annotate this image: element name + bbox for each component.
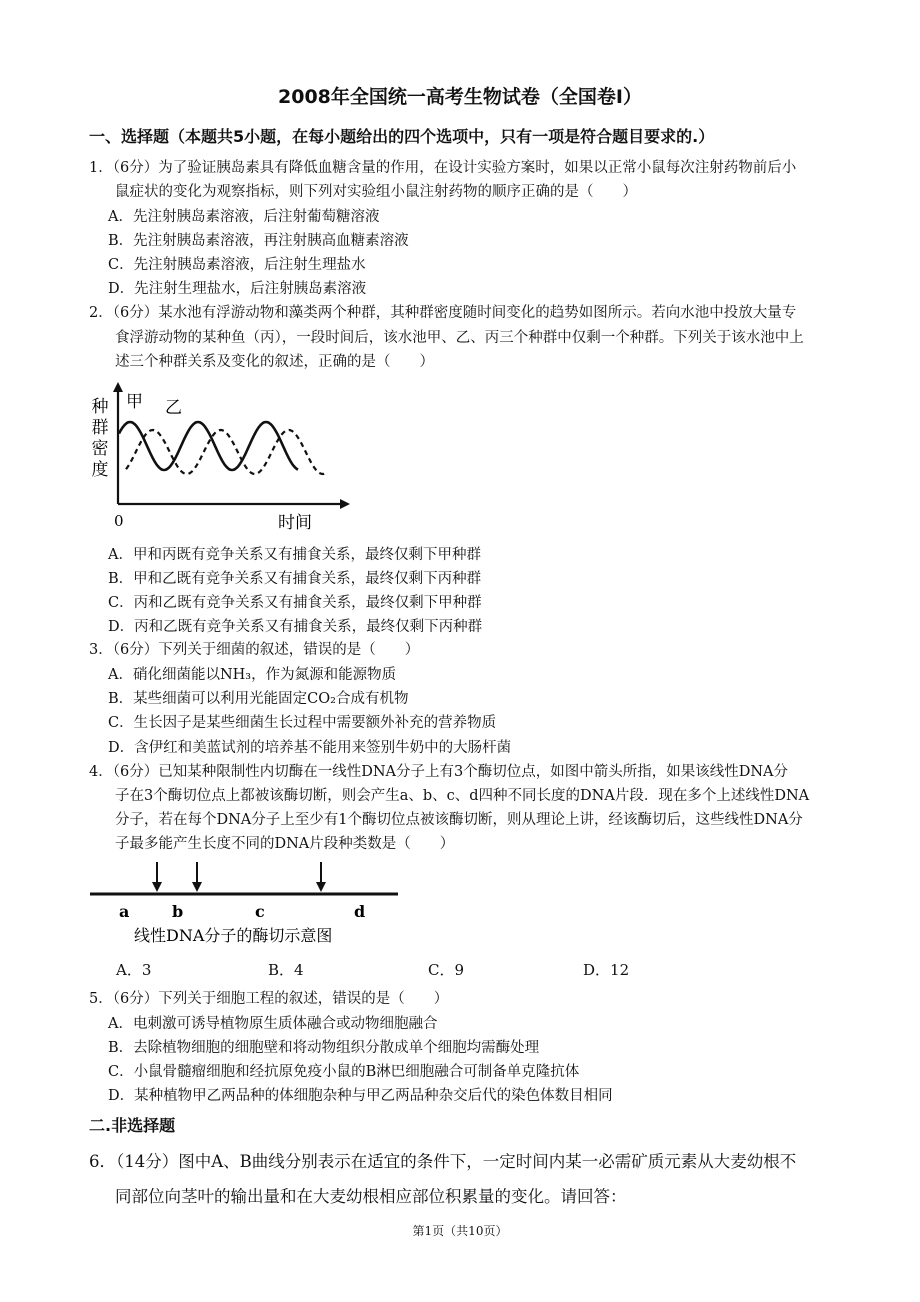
section-1-heading: 一、选择题（本题共5小题，在每小题给出的四个选项中，只有一项是符合题目要求的.） <box>89 127 715 146</box>
question-1-line-2: 鼠症状的变化为观察指标，则下列对实验组小鼠注射药物的顺序正确的是（ ） <box>115 184 637 200</box>
population-density-figure <box>86 382 356 534</box>
question-4-option-b: B．4 <box>268 961 304 979</box>
question-4-option-d: D．12 <box>583 961 630 979</box>
question-3-option-d: D．含伊红和美蓝试剂的培养基不能用来签别牛奶中的大肠杆菌 <box>108 740 512 756</box>
segment-label-d: d <box>354 902 366 921</box>
xlabel: 时间 <box>278 513 312 533</box>
question-1-line-1: 1．（6分）为了验证胰岛素具有降低血糖含量的作用，在设计实验方案时，如果以正常小鼠每次注射药物前后小 <box>89 160 797 176</box>
cut-arrow-icon <box>316 862 326 892</box>
question-5-option-c: C．小鼠骨髓瘤细胞和经抗原免疫小鼠的B淋巴细胞融合可制备单克隆抗体 <box>108 1064 580 1080</box>
ylabel-char: 群 <box>91 418 109 438</box>
question-4-line-1: 4．（6分）已知某种限制性内切酶在一线性DNA分子上有3个酶切位点，如图中箭头所指，如果该线性DNA分 <box>89 764 788 780</box>
y-axis-arrow-icon <box>113 382 123 392</box>
x-axis-arrow-icon <box>340 499 350 509</box>
question-2-line-3: 述三个种群关系及变化的叙述，正确的是（ ） <box>115 354 434 370</box>
cut-arrow-icon <box>152 862 162 892</box>
question-4-line-4: 子最多能产生长度不同的DNA片段种类数是（ ） <box>115 836 455 852</box>
series-jia-curve <box>119 422 298 470</box>
question-3-option-a: A．硝化细菌能以NH₃，作为氮源和能源物质 <box>108 667 397 683</box>
question-4-line-2: 子在3个酶切位点上都被该酶切断，则会产生a、b、c、d四种不同长度的DNA片段．现在多个上述线性DNA <box>115 788 810 804</box>
question-2-option-b: B．甲和乙既有竞争关系又有捕食关系，最终仅剩下丙种群 <box>108 571 482 587</box>
question-1-option-d: D．先注射生理盐水，后注射胰岛素溶液 <box>108 281 367 297</box>
question-4-option-c: C．9 <box>428 961 465 979</box>
page-footer: 第1页（共10页） <box>412 1224 508 1238</box>
question-5-line-1: 5．（6分）下列关于细胞工程的叙述，错误的是（ ） <box>89 991 449 1007</box>
dna-cut-figure <box>86 852 406 952</box>
question-1-option-b: B．先注射胰岛素溶液，再注射胰高血糖素溶液 <box>108 233 409 249</box>
question-5-option-a: A．电刺激可诱导植物原生质体融合或动物细胞融合 <box>108 1016 438 1032</box>
segment-label-a: a <box>119 902 130 921</box>
cut-arrow-icon <box>192 862 202 892</box>
question-3-line-1: 3．（6分）下列关于细菌的叙述，错误的是（ ） <box>89 642 420 658</box>
origin-label: 0 <box>114 512 124 530</box>
question-5-option-b: B．去除植物细胞的细胞壁和将动物组织分散成单个细胞均需酶处理 <box>108 1040 540 1056</box>
question-1-option-c: C．先注射胰岛素溶液，后注射生理盐水 <box>108 257 366 273</box>
ylabel-char: 种 <box>91 397 109 417</box>
question-2-line-1: 2．（6分）某水池有浮游动物和藻类两个种群，其种群密度随时间变化的趋势如图所示。若向水池中投放大量专 <box>89 305 797 321</box>
question-6-line-2: 同部位向茎叶的输出量和在大麦幼根相应部位积累量的变化。请回答： <box>115 1187 627 1206</box>
segment-label-c: c <box>255 902 265 921</box>
series-jia-label: 甲 <box>126 392 143 412</box>
question-3-option-c: C．生长因子是某些细菌生长过程中需要额外补充的营养物质 <box>108 715 497 731</box>
question-4-line-3: 分子，若在每个DNA分子上至少有1个酶切位点被该酶切断，则从理论上讲，经该酶切后，这些线性DNA分 <box>115 812 803 828</box>
question-4-option-a: A．3 <box>116 961 152 979</box>
series-yi-label: 乙 <box>165 398 182 418</box>
ylabel-char: 度 <box>91 460 109 480</box>
question-2-option-a: A．甲和丙既有竞争关系又有捕食关系，最终仅剩下甲种群 <box>108 547 481 563</box>
question-2-option-c: C．丙和乙既有竞争关系又有捕食关系，最终仅剩下甲种群 <box>108 595 482 611</box>
figure-caption: 线性DNA分子的酶切示意图 <box>134 926 333 945</box>
question-3-option-b: B．某些细菌可以利用光能固定CO₂合成有机物 <box>108 691 409 707</box>
question-2-option-d: D．丙和乙既有竞争关系又有捕食关系，最终仅剩下丙种群 <box>108 619 483 635</box>
segment-label-b: b <box>172 902 184 921</box>
question-1-option-a: A．先注射胰岛素溶液，后注射葡萄糖溶液 <box>108 209 380 225</box>
question-2-line-2: 食浮游动物的某种鱼（丙），一段时间后，该水池甲、乙、丙三个种群中仅剩一个种群。下列关于该水池中上 <box>115 330 804 346</box>
section-2-heading: 二.非选择题 <box>89 1116 176 1135</box>
question-5-option-d: D．某种植物甲乙两品种的体细胞杂种与甲乙两品种杂交后代的染色体数目相同 <box>108 1088 613 1104</box>
ylabel-char: 密 <box>91 439 109 459</box>
question-6-line-1: 6．（14分）图中A、B曲线分别表示在适宜的条件下，一定时间内某一必需矿质元素从大麦幼根不 <box>89 1152 797 1171</box>
page-title: 2008年全国统一高考生物试卷（全国卷Ⅰ） <box>278 86 642 108</box>
